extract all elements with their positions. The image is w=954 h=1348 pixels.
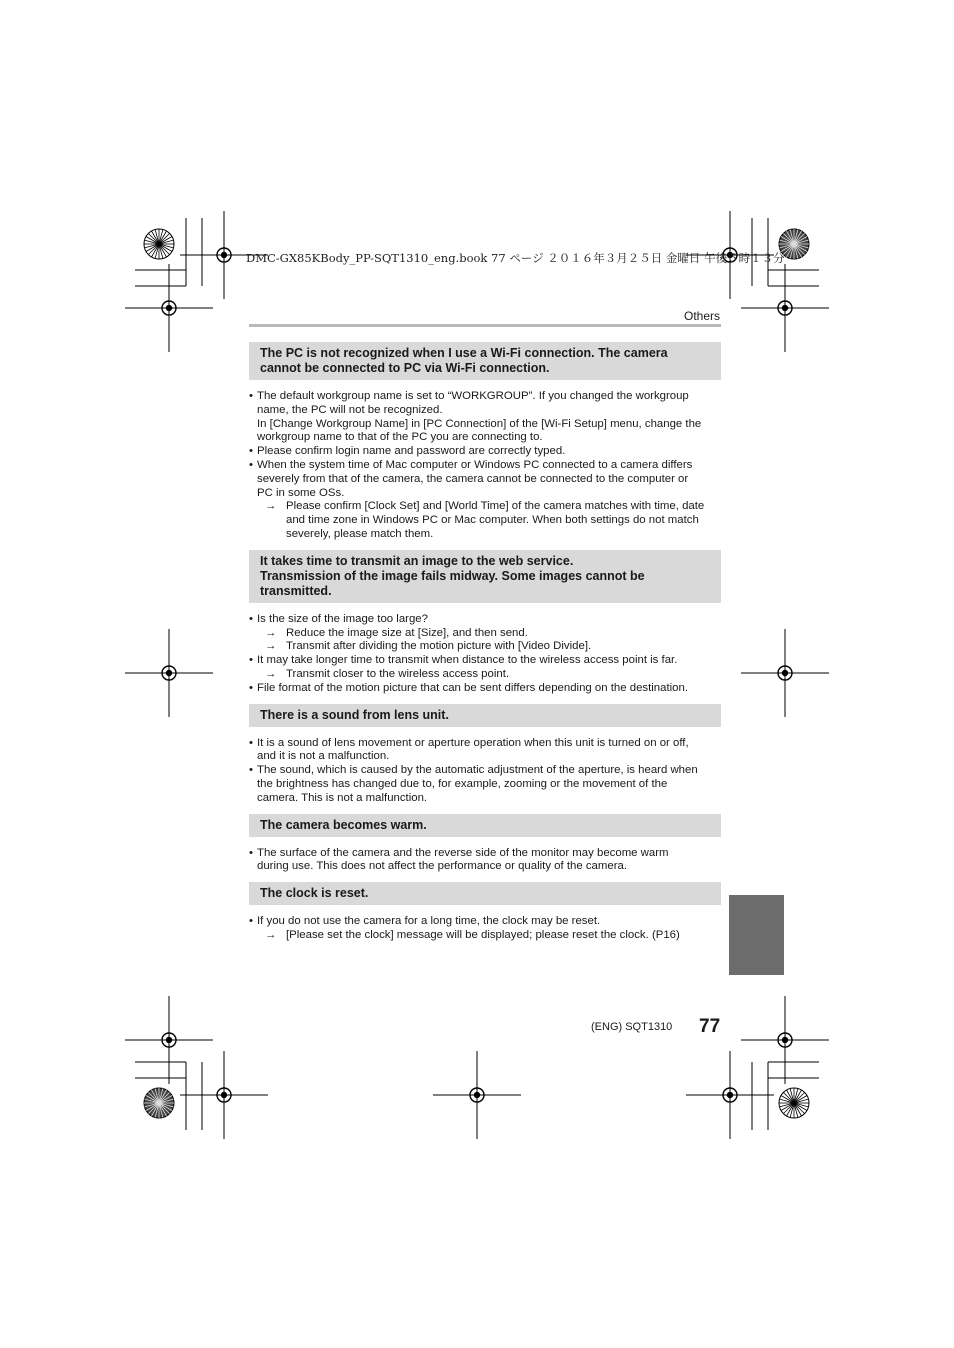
section-heading	[249, 342, 721, 380]
arrow-item	[257, 640, 721, 654]
heading-line: transmitted.	[260, 583, 332, 598]
bullet-text: camera. This is not a malfunction.	[257, 791, 428, 804]
section-heading	[249, 882, 721, 905]
arrow-text: Transmit closer to the wireless access point.	[286, 667, 510, 680]
bullet-item	[249, 764, 721, 805]
footer-code: (ENG) SQT1310	[591, 1021, 673, 1033]
heading-line: It takes time to transmit an image to the web service.	[260, 553, 574, 568]
bullet-text: severely from that of the camera, the camera cannot be connected to the computer or	[257, 472, 689, 485]
print-header: DMC-GX85KBody_PP-SQT1310_eng.book 77 ページ ２０１６年３月２５日 金曜日 午後５時１３分	[246, 251, 785, 265]
bullet-item	[249, 915, 721, 943]
bullet-text: the brightness has changed due to, for example, zooming or the movement of the	[257, 777, 668, 790]
bullet-list	[249, 915, 721, 943]
bullet-item	[249, 682, 721, 696]
bullet-text: • If you do not use the camera for a long time, the clock may be reset.	[257, 915, 601, 928]
bullet-text: • The surface of the camera and the reverse side of the monitor may become warm	[257, 846, 669, 859]
bullet-list	[249, 613, 721, 696]
heading-line: Transmission of the image fails midway. Some images cannot be	[260, 568, 645, 583]
bullet-text: In [Change Workgroup Name] in [PC Connection] of the [Wi-Fi Setup] menu, change the	[257, 417, 702, 430]
bullet-text: • It may take longer time to transmit when distance to the wireless access point is far.	[257, 654, 678, 667]
arrow-text: Reduce the image size at [Size], and then send.	[286, 626, 528, 639]
section-label: Others	[683, 309, 720, 323]
right-arrow-icon: →	[265, 667, 277, 680]
bullet-text: during use. This does not affect the performance or quality of the camera.	[257, 860, 627, 873]
right-arrow-icon: →	[265, 500, 277, 513]
arrow-item	[257, 668, 721, 682]
bullet-item	[249, 847, 721, 875]
bullet-item	[249, 445, 721, 459]
bullet-text: • When the system time of Mac computer or Windows PC connected to a camera differs	[257, 458, 693, 471]
right-arrow-icon: →	[265, 626, 277, 639]
bullet-text: workgroup name to that of the PC you are connecting to.	[257, 431, 543, 444]
right-arrow-icon: →	[265, 640, 277, 653]
bullet-item	[249, 654, 721, 682]
page-number: 77	[699, 1016, 721, 1037]
right-arrow-icon: →	[265, 928, 277, 941]
page-content	[249, 342, 721, 951]
header-rule	[249, 324, 721, 327]
bullet-text: • The default workgroup name is set to “WORKGROUP”. If you changed the workgroup	[257, 390, 689, 402]
heading-line: The PC is not recognized when I use a Wi-Fi connection. The camera	[260, 346, 668, 360]
section-heading	[249, 550, 721, 603]
bullet-item	[249, 737, 721, 765]
arrow-text: Please confirm [Clock Set] and [World Time] of the camera matches with time, date	[286, 500, 705, 513]
bullet-item	[249, 390, 721, 445]
bullet-text: • The sound, which is caused by the automatic adjustment of the aperture, is heard when	[257, 764, 698, 777]
bullet-list	[249, 737, 721, 806]
bullet-text: and it is not a malfunction.	[257, 750, 390, 763]
bullet-text: • Please confirm login name and password are correctly typed.	[257, 445, 566, 458]
bullet-list	[249, 847, 721, 875]
heading-line: The clock is reset.	[260, 886, 369, 901]
arrow-item	[257, 929, 721, 943]
section-heading	[249, 814, 721, 837]
bullet-item	[249, 613, 721, 654]
bullet-item	[249, 459, 721, 542]
section-heading	[249, 704, 721, 727]
bullet-text: • File format of the motion picture that can be sent differs depending on the destination.	[257, 681, 689, 694]
arrow-text: severely, please match them.	[286, 527, 434, 540]
bullet-text: PC in some OSs.	[257, 486, 345, 499]
bullet-text: • Is the size of the image too large?	[257, 612, 428, 625]
heading-line: There is a sound from lens unit.	[260, 707, 449, 722]
arrow-item	[257, 627, 721, 641]
heading-line: cannot be connected to PC via Wi-Fi connection.	[260, 361, 550, 375]
bullet-list	[249, 390, 721, 542]
bullet-text: name, the PC will not be recognized.	[257, 403, 443, 416]
chapter-tab	[729, 895, 784, 975]
bullet-text: • It is a sound of lens movement or aperture operation when this unit is turned on or off,	[257, 736, 689, 749]
arrow-text: and time zone in Windows PC or Mac computer. When both settings do not match	[286, 514, 699, 527]
heading-line: The camera becomes warm.	[260, 817, 427, 832]
arrow-text: Transmit after dividing the motion picture with [Video Divide].	[286, 640, 592, 653]
arrow-item	[257, 500, 721, 541]
arrow-text: [Please set the clock] message will be displayed; please reset the clock. (P16)	[286, 928, 680, 941]
